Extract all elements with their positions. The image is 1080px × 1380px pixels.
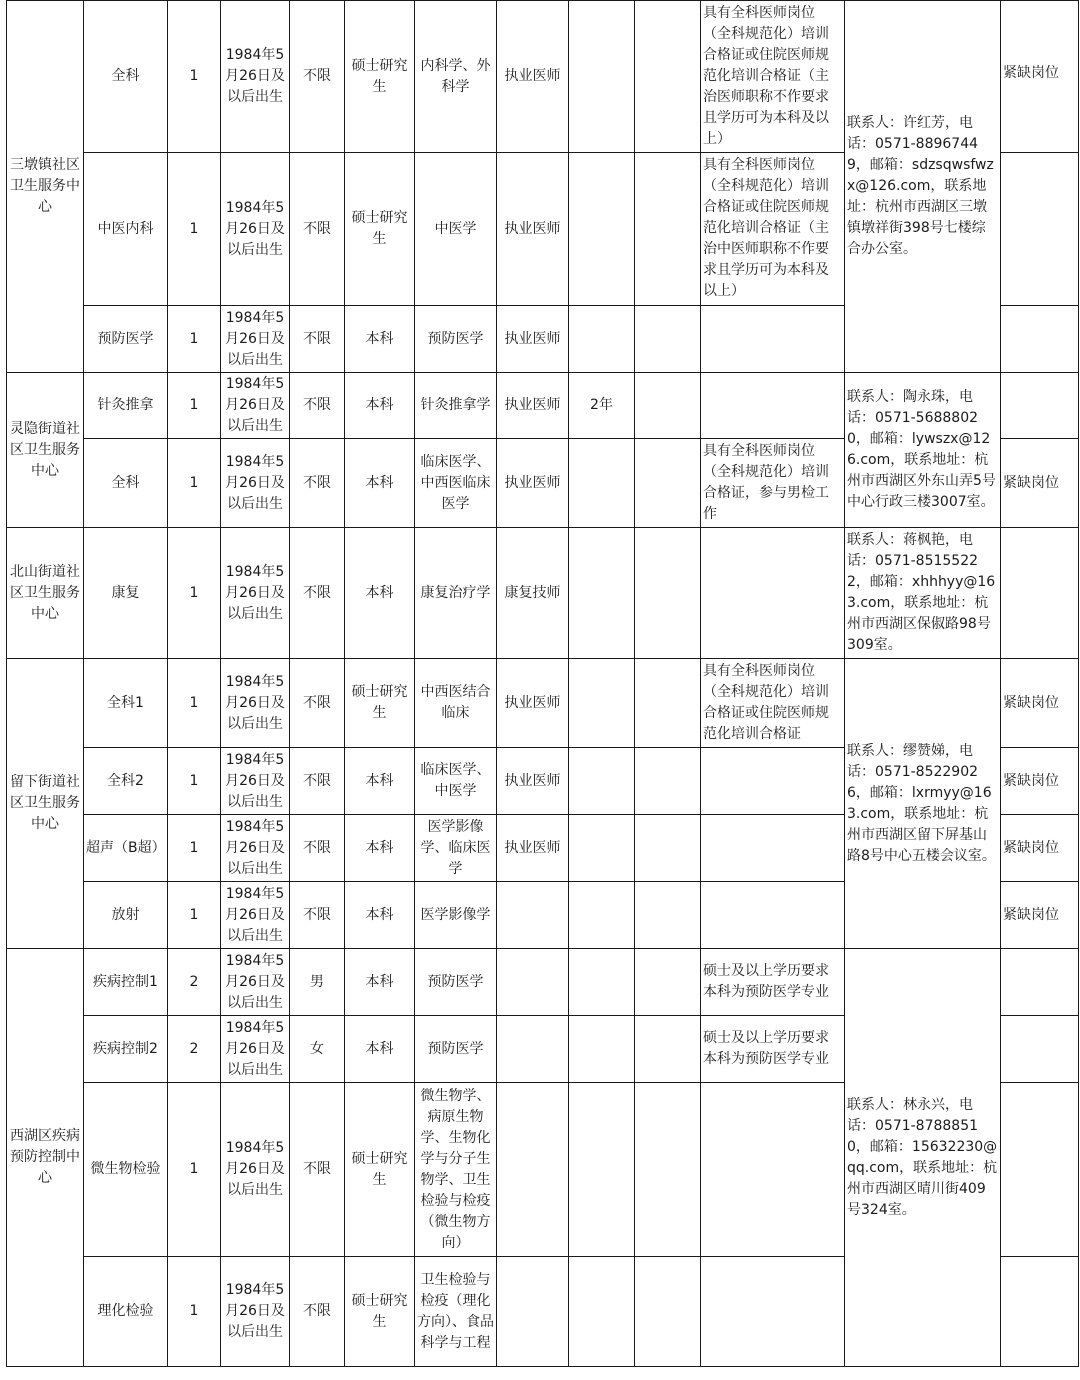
major: 针灸推拿学 <box>415 373 497 439</box>
qualification: 执业医师 <box>497 659 569 748</box>
qualification <box>497 1016 569 1083</box>
post-name: 全科1 <box>84 659 168 748</box>
post-count: 1 <box>168 815 221 882</box>
remark: 紧缺岗位 <box>1001 748 1079 815</box>
post-name: 微生物检验 <box>84 1083 168 1257</box>
post-count: 1 <box>168 1 221 153</box>
experience <box>569 1 635 153</box>
unit-name: 北山街道社区卫生服务中心 <box>7 528 84 659</box>
education: 硕士研究生 <box>345 1 415 153</box>
qualification: 康复技师 <box>497 528 569 659</box>
education: 本科 <box>345 815 415 882</box>
post-name: 全科 <box>84 1 168 153</box>
experience <box>569 659 635 748</box>
experience <box>569 748 635 815</box>
empty-cell <box>635 815 701 882</box>
post-count: 1 <box>168 882 221 949</box>
empty-cell <box>635 1016 701 1083</box>
remark: 紧缺岗位 <box>1001 659 1079 748</box>
education: 本科 <box>345 373 415 439</box>
unit-name: 三墩镇社区卫生服务中心 <box>7 1 84 373</box>
gender: 不限 <box>290 748 345 815</box>
contact-info: 联系人：林永兴，电话：0571-87888510，邮箱：15632230@qq.com，联系地址：杭州市西湖区晴川街409号324室。 <box>845 949 1001 1367</box>
other-requirements <box>701 815 845 882</box>
other-requirements: 具有全科医师岗位（全科规范化）培训合格证或住院医师规范化培训合格证 <box>701 659 845 748</box>
remark <box>1001 528 1079 659</box>
major: 微生物学、病原生物学、生物化学与分子生物学、卫生检验与检疫（微生物方向） <box>415 1083 497 1257</box>
education: 硕士研究生 <box>345 1257 415 1367</box>
experience <box>569 949 635 1016</box>
post-name: 针灸推拿 <box>84 373 168 439</box>
post-name: 放射 <box>84 882 168 949</box>
post-name: 疾病控制2 <box>84 1016 168 1083</box>
birth-requirement: 1984年5月26日及以后出生 <box>221 439 290 528</box>
major: 预防医学 <box>415 306 497 373</box>
post-name: 超声（B超） <box>84 815 168 882</box>
gender: 不限 <box>290 1083 345 1257</box>
qualification: 执业医师 <box>497 439 569 528</box>
birth-requirement: 1984年5月26日及以后出生 <box>221 1016 290 1083</box>
post-count: 2 <box>168 949 221 1016</box>
experience <box>569 882 635 949</box>
post-count: 1 <box>168 748 221 815</box>
major: 临床医学、中西医临床医学 <box>415 439 497 528</box>
other-requirements <box>701 882 845 949</box>
empty-cell <box>635 1083 701 1257</box>
gender: 不限 <box>290 439 345 528</box>
major: 医学影像学、临床医学 <box>415 815 497 882</box>
other-requirements <box>701 1257 845 1367</box>
post-name: 康复 <box>84 528 168 659</box>
other-requirements: 具有全科医师岗位（全科规范化）培训合格证或住院医师规范化培训合格证（主治中医师职称不作要求且学历可为本科及以上） <box>701 153 845 306</box>
remark <box>1001 373 1079 439</box>
remark: 紧缺岗位 <box>1001 439 1079 528</box>
remark: 紧缺岗位 <box>1001 882 1079 949</box>
other-requirements <box>701 1083 845 1257</box>
gender: 不限 <box>290 815 345 882</box>
education: 本科 <box>345 1016 415 1083</box>
birth-requirement: 1984年5月26日及以后出生 <box>221 528 290 659</box>
post-name: 理化检验 <box>84 1257 168 1367</box>
empty-cell <box>635 528 701 659</box>
education: 本科 <box>345 949 415 1016</box>
table-row <box>7 949 1079 1016</box>
education: 硕士研究生 <box>345 1083 415 1257</box>
experience <box>569 528 635 659</box>
post-count: 1 <box>168 439 221 528</box>
gender: 不限 <box>290 1 345 153</box>
empty-cell <box>635 439 701 528</box>
major: 中西医结合临床 <box>415 659 497 748</box>
post-name: 全科 <box>84 439 168 528</box>
contact-info: 联系人：蒋枫艳，电话：0571-85155222，邮箱：xhhhyy@163.com，联系地址：杭州市西湖区保俶路98号309室。 <box>845 528 1001 659</box>
qualification: 执业医师 <box>497 1 569 153</box>
major: 预防医学 <box>415 1016 497 1083</box>
experience: 2年 <box>569 373 635 439</box>
other-requirements <box>701 306 845 373</box>
birth-requirement: 1984年5月26日及以后出生 <box>221 659 290 748</box>
other-requirements: 硕士及以上学历要求本科为预防医学专业 <box>701 1016 845 1083</box>
qualification: 执业医师 <box>497 815 569 882</box>
remark <box>1001 306 1079 373</box>
remark <box>1001 1016 1079 1083</box>
gender: 不限 <box>290 373 345 439</box>
qualification <box>497 1083 569 1257</box>
qualification: 执业医师 <box>497 373 569 439</box>
education: 本科 <box>345 439 415 528</box>
gender: 不限 <box>290 306 345 373</box>
contact-info: 联系人：许红芳，电话：0571-88967449，邮箱：sdzsqwsfwzx@126.com，联系地址：杭州市西湖区三墩镇墩祥街398号七楼综合办公室。 <box>845 1 1001 373</box>
qualification <box>497 1257 569 1367</box>
major: 内科学、外科学 <box>415 1 497 153</box>
table-row <box>7 373 1079 439</box>
post-count: 2 <box>168 1016 221 1083</box>
other-requirements: 具有全科医师岗位（全科规范化）培训合格证或住院医师规范化培训合格证（主治医师职称不作要求且学历可为本科及以上） <box>701 1 845 153</box>
birth-requirement: 1984年5月26日及以后出生 <box>221 949 290 1016</box>
experience <box>569 439 635 528</box>
education: 本科 <box>345 528 415 659</box>
major: 康复治疗学 <box>415 528 497 659</box>
major: 预防医学 <box>415 949 497 1016</box>
post-count: 1 <box>168 1083 221 1257</box>
table-row <box>7 659 1079 748</box>
education: 本科 <box>345 748 415 815</box>
empty-cell <box>635 1257 701 1367</box>
empty-cell <box>635 882 701 949</box>
table-row <box>7 1 1079 153</box>
empty-cell <box>635 659 701 748</box>
empty-cell <box>635 748 701 815</box>
post-name: 预防医学 <box>84 306 168 373</box>
post-name: 中医内科 <box>84 153 168 306</box>
empty-cell <box>635 373 701 439</box>
birth-requirement: 1984年5月26日及以后出生 <box>221 1257 290 1367</box>
education: 本科 <box>345 882 415 949</box>
birth-requirement: 1984年5月26日及以后出生 <box>221 882 290 949</box>
remark <box>1001 949 1079 1016</box>
gender: 女 <box>290 1016 345 1083</box>
post-name: 全科2 <box>84 748 168 815</box>
other-requirements <box>701 748 845 815</box>
empty-cell <box>635 949 701 1016</box>
post-name: 疾病控制1 <box>84 949 168 1016</box>
table-row <box>7 528 1079 659</box>
birth-requirement: 1984年5月26日及以后出生 <box>221 1083 290 1257</box>
gender: 男 <box>290 949 345 1016</box>
qualification <box>497 949 569 1016</box>
empty-cell <box>635 153 701 306</box>
other-requirements <box>701 373 845 439</box>
gender: 不限 <box>290 1257 345 1367</box>
remark: 紧缺岗位 <box>1001 815 1079 882</box>
major: 中医学 <box>415 153 497 306</box>
birth-requirement: 1984年5月26日及以后出生 <box>221 1 290 153</box>
recruitment-table <box>6 0 1079 1367</box>
post-count: 1 <box>168 153 221 306</box>
post-count: 1 <box>168 373 221 439</box>
other-requirements <box>701 528 845 659</box>
empty-cell <box>635 306 701 373</box>
gender: 不限 <box>290 528 345 659</box>
post-count: 1 <box>168 306 221 373</box>
empty-cell <box>635 1 701 153</box>
education: 硕士研究生 <box>345 153 415 306</box>
gender: 不限 <box>290 153 345 306</box>
experience <box>569 1016 635 1083</box>
experience <box>569 306 635 373</box>
unit-name: 灵隐街道社区卫生服务中心 <box>7 373 84 528</box>
qualification: 执业医师 <box>497 153 569 306</box>
unit-name: 留下街道社区卫生服务中心 <box>7 659 84 949</box>
qualification <box>497 882 569 949</box>
education: 本科 <box>345 306 415 373</box>
post-count: 1 <box>168 528 221 659</box>
unit-name: 西湖区疾病预防控制中心 <box>7 949 84 1367</box>
birth-requirement: 1984年5月26日及以后出生 <box>221 815 290 882</box>
remark <box>1001 153 1079 306</box>
post-count: 1 <box>168 659 221 748</box>
other-requirements: 硕士及以上学历要求本科为预防医学专业 <box>701 949 845 1016</box>
gender: 不限 <box>290 659 345 748</box>
experience <box>569 815 635 882</box>
major: 卫生检验与检疫（理化方向）、食品科学与工程 <box>415 1257 497 1367</box>
experience <box>569 1083 635 1257</box>
education: 硕士研究生 <box>345 659 415 748</box>
contact-info: 联系人：陶永珠，电话：0571-56888020，邮箱：lywszx@126.com，联系地址：杭州市西湖区外东山弄5号中心行政三楼3007室。 <box>845 373 1001 528</box>
post-count: 1 <box>168 1257 221 1367</box>
other-requirements: 具有全科医师岗位（全科规范化）培训合格证，参与男检工作 <box>701 439 845 528</box>
major: 临床医学、中医学 <box>415 748 497 815</box>
birth-requirement: 1984年5月26日及以后出生 <box>221 153 290 306</box>
qualification: 执业医师 <box>497 748 569 815</box>
contact-info: 联系人：缪赞娣，电话：0571-85229026，邮箱：lxrmyy@163.com，联系地址：杭州市西湖区留下屏基山路8号中心五楼会议室。 <box>845 659 1001 949</box>
experience <box>569 1257 635 1367</box>
experience <box>569 153 635 306</box>
gender: 不限 <box>290 882 345 949</box>
birth-requirement: 1984年5月26日及以后出生 <box>221 373 290 439</box>
remark <box>1001 1257 1079 1367</box>
remark <box>1001 1083 1079 1257</box>
qualification: 执业医师 <box>497 306 569 373</box>
major: 医学影像学 <box>415 882 497 949</box>
birth-requirement: 1984年5月26日及以后出生 <box>221 748 290 815</box>
birth-requirement: 1984年5月26日及以后出生 <box>221 306 290 373</box>
remark: 紧缺岗位 <box>1001 1 1079 153</box>
